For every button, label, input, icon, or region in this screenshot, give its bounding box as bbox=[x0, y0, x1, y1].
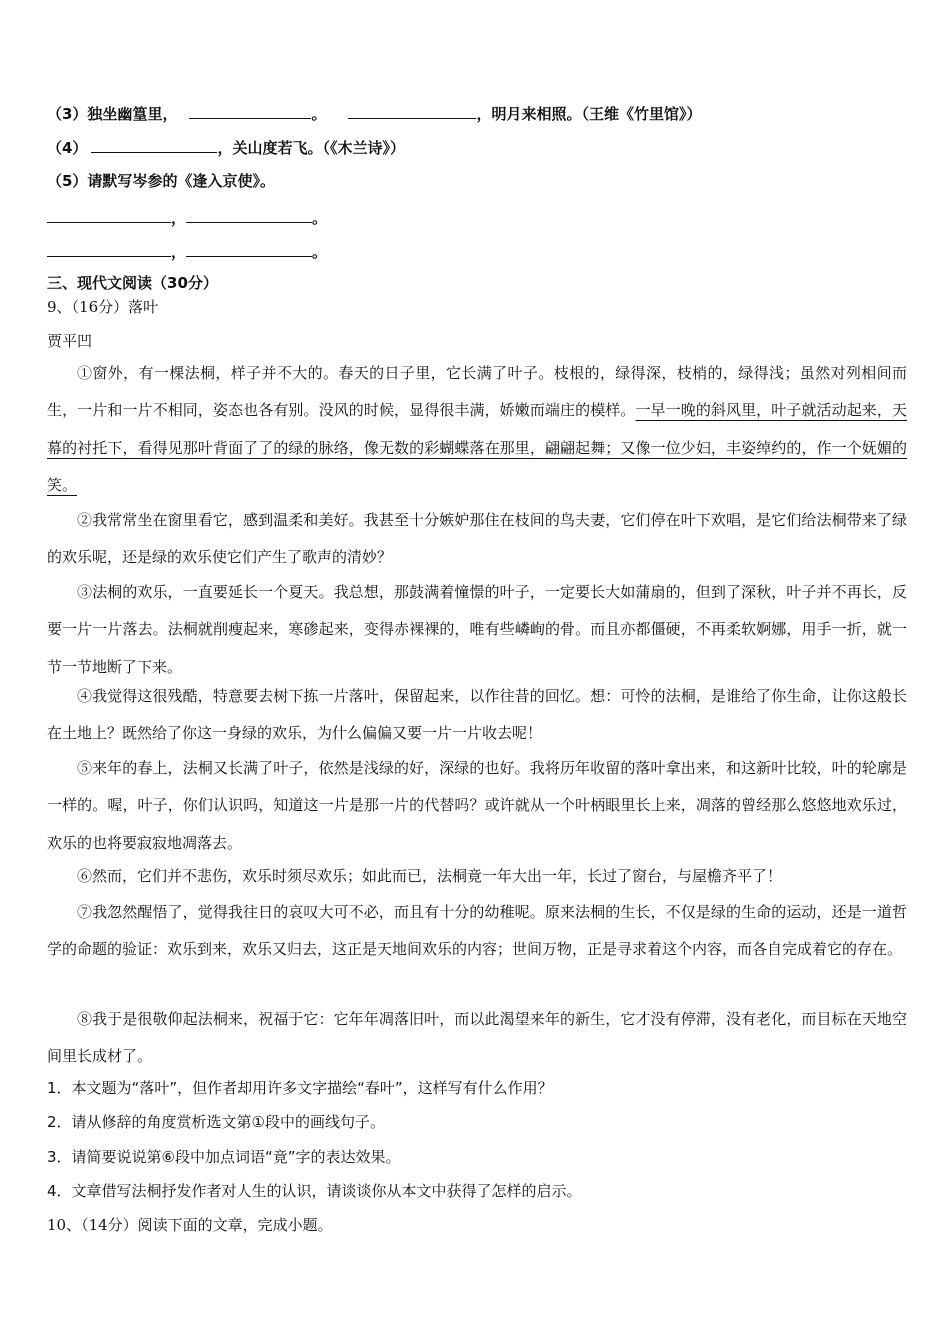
article-header: 9、（16分）落叶 bbox=[47, 298, 159, 316]
period: 。 bbox=[312, 209, 328, 227]
poem-q3 bbox=[47, 102, 701, 124]
paragraph-3: ③法桐的欢乐，一直要延长一个夏天。我总想，那鼓满着憧憬的叶子，一定要长大如蒲扇的，但到了深秋，叶子并不再长，反要一片一片落去。法桐就削瘦起来，寒碜起来，变得赤裸裸的，唯有些嶙峋的骨。而且亦都僵硬，不再柔软婀娜，用手一折，就一节一节地断了下来。 bbox=[47, 583, 907, 676]
next-section-header: 10、（14分）阅读下面的文章，完成小题。 bbox=[47, 1216, 333, 1234]
paragraph-6: ⑥然而，它们并不悲伤，欢乐时须尽欢乐；如此而已，法桐竟一年大出一年，长过了窗台，与屋檐齐平了！ bbox=[77, 867, 783, 885]
paragraph-1-text: ①窗外，有一棵法桐，样子并不大的。春天的日子里，它长满了叶子。枝根的，绿得深，枝梢的，绿得浅；虽然对列相间而生，一片和一片不相同，姿态也各有别。没风的时候，显得很丰满，娇嫩而端庄的模样。 bbox=[47, 364, 907, 420]
poem-q3-suffix: ，明月来相照。（王维《竹里馆》） bbox=[476, 105, 702, 123]
poem-q5-line2 bbox=[47, 240, 327, 262]
poem-q5-line1 bbox=[47, 206, 327, 228]
poem-q3-prefix: （3）独坐幽篁里， bbox=[47, 105, 178, 123]
period: 。 bbox=[312, 243, 328, 261]
question-3: 3．请简要说说第⑥段中加点词语“竟”字的表达效果。 bbox=[47, 1148, 401, 1166]
answer-blank[interactable] bbox=[47, 206, 171, 223]
paragraph-4: ④我觉得这很残酷，特意要去树下拣一片落叶，保留起来，以作往昔的回忆。想：可怜的法桐，是谁给了你生命，让你这般长在土地上？既然给了你这一身绿的欢乐，为什么偏偏又要一片一片收去呢！ bbox=[47, 687, 907, 743]
poem-q5: （5）请默写岑参的《逢入京使》。 bbox=[47, 172, 275, 190]
paragraph-7: ⑦我忽然醒悟了，觉得我往日的哀叹大可不必，而且有十分的幼稚呢。原来法桐的生长，不仅是绿的生命的运动，还是一道哲学的命题的验证：欢乐到来，欢乐又归去，这正是天地间欢乐的内容；世间万物，正是寻求着这个内容，而各自完成着它的存在。 bbox=[47, 903, 907, 959]
poem-q4-suffix: ，关山度若飞。（《木兰诗》） bbox=[217, 139, 405, 157]
comma: ， bbox=[171, 209, 187, 227]
answer-blank[interactable] bbox=[348, 102, 476, 119]
paragraph-8: ⑧我于是很敬仰起法桐来，祝福于它：它年年凋落旧叶，而以此渴望来年的新生，它才没有停滞，没有老化，而目标在天地空间里长成材了。 bbox=[47, 1010, 907, 1066]
poem-q4 bbox=[47, 136, 405, 158]
article-author: 贾平凹 bbox=[47, 332, 93, 350]
answer-blank[interactable] bbox=[189, 102, 311, 119]
question-2: 2．请从修辞的角度赏析选文第①段中的画线句子。 bbox=[47, 1113, 385, 1131]
answer-blank[interactable] bbox=[186, 240, 312, 257]
poem-q3-mid: 。 bbox=[311, 105, 327, 123]
answer-blank[interactable] bbox=[91, 136, 217, 153]
question-1: 1．本文题为“落叶”，但作者却用许多文字描绘“春叶”，这样写有什么作用？ bbox=[47, 1079, 553, 1097]
comma: ， bbox=[171, 243, 187, 261]
paragraph-5: ⑤来年的春上，法桐又长满了叶子，依然是浅绿的好，深绿的也好。我将历年收留的落叶拿出来，和这新叶比较，叶的轮廓是一样的。喔，叶子，你们认识吗，知道这一片是那一片的代替吗？或许就从一个叶柄眼里长上来，凋落的曾经那么悠悠地欢乐过，欢乐的也将要寂寂地凋落去。 bbox=[47, 759, 907, 852]
underlined-sentence: 一早一晚的斜风里，叶子就活动起来，天幕的衬托下，看得见那叶背面了了的绿的脉络，像无数的彩蝴蝶落在那里，翩翩起舞；又像一位少妇，丰姿绰约的，作一个妩媚的笑。 bbox=[47, 401, 907, 495]
answer-blank[interactable] bbox=[47, 240, 171, 257]
poem-q4-prefix: （4） bbox=[47, 139, 88, 157]
section-title: 三、现代文阅读（30分） bbox=[47, 274, 218, 292]
paragraph-2: ②我常常坐在窗里看它，感到温柔和美好。我甚至十分嫉妒那住在枝间的鸟夫妻，它们停在叶下欢唱，是它们给法桐带来了绿的欢乐呢，还是绿的欢乐使它们产生了歌声的清妙？ bbox=[47, 511, 907, 567]
paragraph-1 bbox=[47, 355, 907, 505]
question-4: 4．文章借写法桐抒发作者对人生的认识，请谈谈你从本文中获得了怎样的启示。 bbox=[47, 1182, 582, 1200]
answer-blank[interactable] bbox=[186, 206, 312, 223]
